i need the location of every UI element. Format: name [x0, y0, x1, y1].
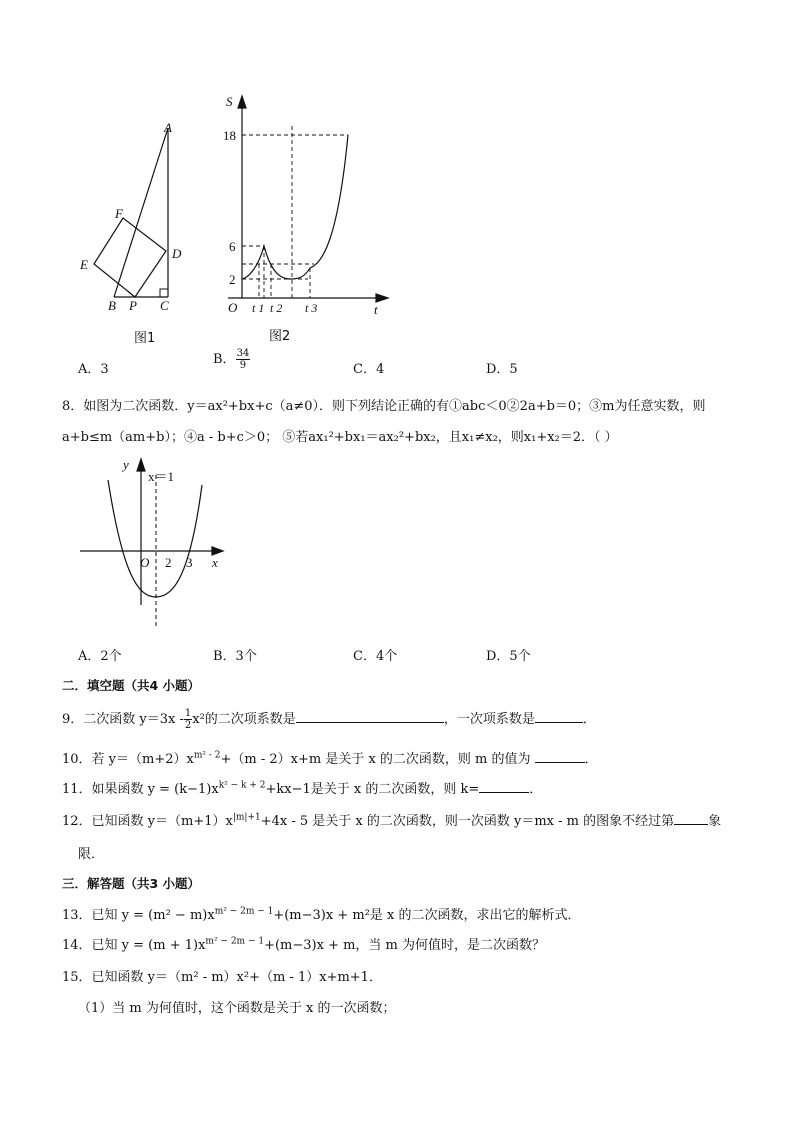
x-axis-arrow	[212, 547, 223, 555]
s-t-curve	[242, 135, 348, 279]
q7-option-b: B． $\frac{34}{9}$	[213, 348, 250, 371]
label-E: E	[80, 257, 88, 272]
t-axis-arrow	[376, 294, 388, 302]
label-A: A	[164, 120, 172, 135]
q8-option-a: A．2个	[78, 649, 122, 664]
tick-3: 3	[186, 555, 193, 570]
t3-label: t 3	[305, 301, 318, 315]
q13: 13．已知 $y = (m^2 - m)x^{m^2 - 2m - 1}+(m-3)x + m^2$是 x 的二次函数，求出它的解析式．	[62, 906, 581, 923]
q8-option-b: B．3个	[213, 649, 257, 664]
q8-line-2: a+b≤m（am+b）；④a - b+c＞0； ⑤若ax₁²+bx₁＝ax₂²+bx₂，且x₁≠x₂，则x₁+x₂＝2．（ ）	[62, 430, 618, 445]
parabola	[108, 480, 202, 597]
section-3-heading: 三．解答题（共3 小题）	[62, 876, 201, 891]
y-tick-18: 18	[223, 128, 236, 143]
q9-blank-1[interactable]	[296, 710, 444, 723]
q12: 12．已知函数 $y=(m+1)x^{|m|+1}+4x - 5$ 是关于 x 的二次函数，则一次函数 y＝mx - m 的图象不经过第 象	[62, 812, 722, 829]
origin-label: O	[228, 300, 238, 315]
s-axis-label: S	[226, 94, 233, 109]
q12-blank[interactable]	[674, 812, 708, 825]
q11-blank[interactable]	[479, 780, 529, 793]
figure-1	[70, 110, 200, 315]
figure-2	[218, 88, 393, 318]
q7-option-d: D．5	[486, 362, 518, 377]
section-2-heading: 二．填空题（共4 小题）	[62, 678, 201, 693]
q10: 10．若 $y=(m+2)x^{m^2 - 2}+(m - 2)x+m$ 是关于 x 的二次函数，则 m 的值为 ．	[62, 750, 598, 767]
q15-line-1: 15．已知函数 y＝（m² - m）x²+（m - 1）x+m+1．	[62, 970, 382, 985]
t-axis-label: t	[374, 302, 378, 317]
q8-option-c: C．4个	[353, 649, 398, 664]
tick-2: 2	[165, 555, 172, 570]
y-tick-6: 6	[229, 239, 236, 254]
symmetry-label: x＝1	[148, 469, 175, 484]
y-tick-2: 2	[229, 272, 236, 287]
y-axis-label: y	[123, 457, 129, 472]
t1-label: t 1	[252, 301, 265, 315]
q7-option-c: C．4	[353, 362, 385, 377]
t2-label: t 2	[270, 301, 283, 315]
right-angle-mark	[160, 289, 168, 297]
label-C: C	[160, 298, 169, 313]
square-EFDP	[94, 218, 166, 297]
q11: 11．如果函数 $y = (k-1)x^{k^2 - k + 2}+kx-1$是关于 x 的二次函数，则 k= ．	[62, 780, 543, 797]
figure-3-parabola	[78, 455, 238, 635]
q7-option-a: A．3	[78, 362, 109, 377]
label-B: B	[108, 298, 116, 313]
figure-1-caption: 图1	[134, 331, 156, 346]
y-axis-arrow	[137, 459, 145, 471]
q9: 9．二次函数 y＝3x - $\frac{1}{2}$ x²的二次项系数是 ，一次项系数是 ．	[62, 708, 596, 731]
q15-line-2: （1）当 m 为何值时，这个函数是关于 x 的一次函数；	[78, 1001, 396, 1016]
label-F: F	[115, 206, 123, 221]
x-axis-label: x	[212, 555, 218, 570]
figure-2-caption: 图2	[269, 329, 291, 344]
origin-label: O	[140, 555, 150, 570]
q10-blank[interactable]	[535, 750, 585, 763]
q12-line-2: 限．	[78, 847, 105, 862]
label-D: D	[172, 246, 182, 261]
label-P: P	[129, 298, 137, 313]
q8-line-1: 8．如图为二次函数．y＝ax²+bx+c（a≠0）．则下列结论正确的有①abc＜0②2a+b＝0；③m为任意实数，则	[62, 399, 706, 414]
q9-blank-2[interactable]	[535, 710, 583, 723]
s-axis-arrow	[238, 96, 246, 108]
q8-option-d: D．5个	[486, 649, 531, 664]
q14: 14．已知 $y = (m + 1)x^{m^2 - 2m - 1}+(m-3)x + m$，当 m 为何值时，是二次函数？	[62, 936, 546, 953]
